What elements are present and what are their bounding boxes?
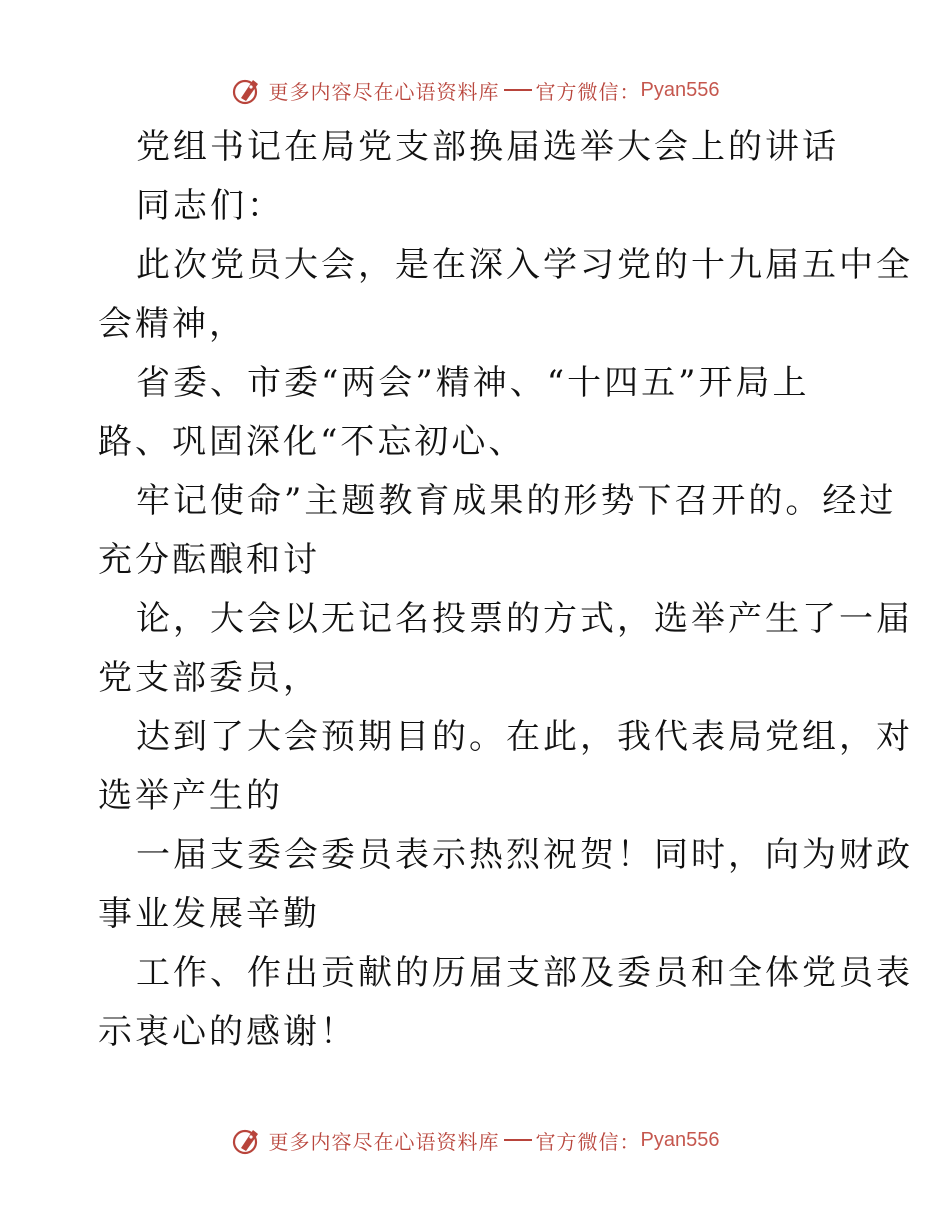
banner-wechat-id: Pyan556 bbox=[640, 78, 720, 101]
paragraph-line: 省委、市委“两会”精神、“十四五”开局上 bbox=[136, 363, 810, 403]
paragraph-line: 路、巩固深化“不忘初心、 bbox=[98, 422, 526, 462]
banner-label-text: 官方微信： bbox=[535, 1129, 641, 1154]
footer-watermark-banner bbox=[0, 1120, 950, 1160]
paragraph-line: 工作、作出贡献的历届支部及委员和全体党员表 bbox=[136, 953, 913, 993]
banner-wechat-id: Pyan556 bbox=[640, 1128, 720, 1151]
paragraph-line: 论，大会以无记名投票的方式，选举产生了一届 bbox=[136, 599, 913, 639]
banner-main-text: 更多内容尽在心语资料库 bbox=[268, 79, 500, 104]
salutation: 同志们： bbox=[136, 186, 284, 226]
banner-dash bbox=[504, 1139, 532, 1141]
paragraph-line: 会精神， bbox=[98, 304, 246, 344]
paragraph-line: 充分酝酿和讨 bbox=[98, 540, 320, 580]
paragraph-line: 一届支委会委员表示热烈祝贺！同时，向为财政 bbox=[136, 835, 913, 875]
paragraph-line: 达到了大会预期目的。在此，我代表局党组，对 bbox=[136, 717, 913, 757]
paragraph-line: 党支部委员， bbox=[98, 658, 320, 698]
header-watermark-banner bbox=[0, 70, 950, 110]
banner-dash bbox=[504, 89, 532, 91]
paragraph-line: 示衷心的感谢！ bbox=[98, 1012, 357, 1052]
pen-nib-logo-icon bbox=[231, 1124, 263, 1156]
paragraph-line: 选举产生的 bbox=[98, 776, 283, 816]
paragraph-line: 此次党员大会，是在深入学习党的十九届五中全 bbox=[136, 245, 913, 285]
paragraph-line: 牢记使命”主题教育成果的形势下召开的。经过 bbox=[136, 481, 897, 521]
pen-nib-logo-icon bbox=[231, 74, 263, 106]
banner-label-text: 官方微信： bbox=[535, 79, 641, 104]
paragraph-line: 事业发展辛勤 bbox=[98, 894, 320, 934]
document-body bbox=[98, 118, 913, 1062]
document-title: 党组书记在局党支部换届选举大会上的讲话 bbox=[136, 127, 839, 167]
banner-main-text: 更多内容尽在心语资料库 bbox=[268, 1129, 500, 1154]
